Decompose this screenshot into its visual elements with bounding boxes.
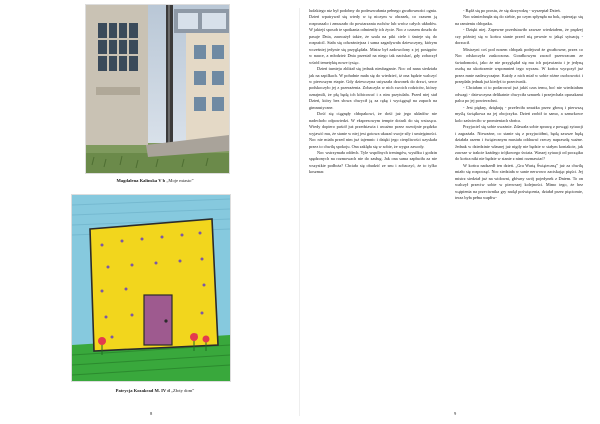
caption-author: Patrycja Kozakrad M. IV d bbox=[115, 388, 170, 393]
caption-title: „Moje miasto” bbox=[166, 178, 194, 183]
paragraph: - Jest piękny, dziękuję - przeleciła smużka przez głowę i pierwszą myślą świątkowa na jej obojczyku. Dzień zrobił to samo, a sznurkowe kolo zaświeciło w promieniach słońca. bbox=[455, 104, 583, 123]
paragraph: - Chciałam ci to podarować już jakiś czas temu, boć nie wiedziałam odwagi - dziewczyna delikatnie chwyciła sznurek i przejechała opuszkami palca po jej powierzchni. bbox=[455, 85, 583, 104]
page-number-left: 8 bbox=[150, 411, 153, 416]
paragraph: Dzień turnieju zbliżał się jednak nieubaganie. Noc od nana siedziała jak na szpilkach. W południe mała się do wiedzieć, iż ona będzie walczyć w pierwszym etapie. Gdy dziewczyna ustyszała dzwonek do drzwi, serce podskoczyło jej z przerażenia. Zobaczyła w nich swoich rodziców, którzy oznajmili, że płą będą ich kibicować i z nim przytulała. Przed niej stał Dzień, który bez słowa chwycił ją za rękę i wyciągnął na zapach na gimnastyczne. bbox=[309, 66, 437, 110]
page-number-right: 9 bbox=[454, 411, 457, 416]
paragraph: ludzkiego niz był podobny do podeszwałania pełnego gwałtowności ognia. Dzień wpatrywał się wtedy w tę niczym w obrazek, co czasem ją rozpraszalo i zmuszało do powtarzania ruchów lub wrócz całych układów. W jakiejś sposob te spotkania odmieniły ich życie. Noc z czasem doszła do pasuje Dnia, zauważył także, że szala na piki ciele i śmieje się do rozpuścil. Stała się odważniejsza i sama zagadywała dziewczyny, którym wcześniej jedynie się przyglądała. Mistrz był zadowolony z jej postępów w nauce, a młodzież Dnia przestał na niego tak naciskać, gdy zobaczył wśród temetyktę nowe tysiąc. bbox=[309, 8, 437, 65]
paragraph: W końcu nadszedł ten dzień. „Gra Wartą Świąteczną” już za chwilę miało się rozpocząć. Noc siedziała w sanie nerwowo zaciskając pięści. Jej mistrz siedział już na widowni, główny swój pojedynek z Dniem. To on walczył przeciw sobie w pierwszej kolejności. Mimo tego, że bez wątpienia na przeciwnika gry nadął poświęcenia, działał przez pięciomie, teraz była pełna wapłiw- bbox=[455, 162, 583, 201]
paragraph: Mistrzyni coś pod nosem chłopak podejrzał że gwałtowne, przez co Noc odskoczyła zaskoczona. Gorałkowym zaczoł przewracam ze świadomości, jako że nie przyglądał się mu ich pojawianiu i je jedyną osobą na ukończenie wspomnień tego wyrazu. W końcu wyręczył już przez mnie nadzwyczajne. Każdy z nich miał w sobie różne osobowości i przeplała jednak już kiedyś to przeciwnik. bbox=[455, 46, 583, 84]
paragraph: Przyjaciel się sobie uważnie. Zdawała sobie sprawę z powągi sytuacji i zagrażała. Nieważne, co stanie się z przyjaciółmi, będą zawsze będą działała razem i świątecznym musiała oddawać rzeczy naprawdę ważne. Jednak w dziedzinie własnej już nigdy nie będzie w stałym kontakcie, jak zawsze w trakcie każdego trójkowego świata. Waszej sytuacji od początku do końca nikt nie będzie w stanie z nimi rozmawiać? bbox=[455, 124, 583, 162]
caption-title: „Złoty dom” bbox=[170, 388, 195, 393]
drawing-my-city bbox=[86, 5, 229, 173]
caption-drawing-my-city bbox=[55, 178, 255, 184]
text-column-right bbox=[455, 8, 583, 202]
paragraph: Noc uśmiechnęła się do siebie, po czym spłynęła na bok, opierając się na ramieniu chłopaka. bbox=[455, 14, 583, 26]
text-column-left bbox=[309, 8, 437, 176]
paragraph: - Dzięki niej. Zapewne przedstawiło zawsze wiedziałem, że prędzej czy później się w końcu stanie przed nią pewnie w jakąś sytuację - dorzucił. bbox=[455, 27, 583, 46]
drawing-golden-house bbox=[72, 195, 230, 381]
paragraph: - Bądź się po prostu, że się skrzywdzę - wyszeptał Dzień. bbox=[463, 8, 561, 13]
paragraph: Noc wstrzymała oddech. Tyle wspólnych treningów, wysiłku i godzin spędzonych na rozmowach nie do zasług. Jak ona sama zapłaciła za nie wszystkie podłoża? Chciała się obudzić ze snu i zobaczyć, że to tylko koszmar. bbox=[309, 149, 437, 175]
caption-author: Magdalena Kalinska V b bbox=[116, 178, 166, 183]
caption-drawing-golden-house bbox=[55, 388, 255, 394]
paragraph: Dość się ciągnęły chłopakowi, że dość już jego układów nie nadechoło odpowiedzi. W ekspresowym tempie dotarli do się wstrzącu. Wtedy dopiero puścił już przedstawia i uważno przez rozwijnie prędzko wyjawić mu, że stanie w niej jest gotowa ukazać swoje siły i umiejętności. Noc nie miała przed nim już tajemnic i dzięki jego cierpliwości uzyskała przez to chwilę spokoju. Ona zaklęła się w sobie, że wygra zawody. bbox=[309, 111, 437, 149]
